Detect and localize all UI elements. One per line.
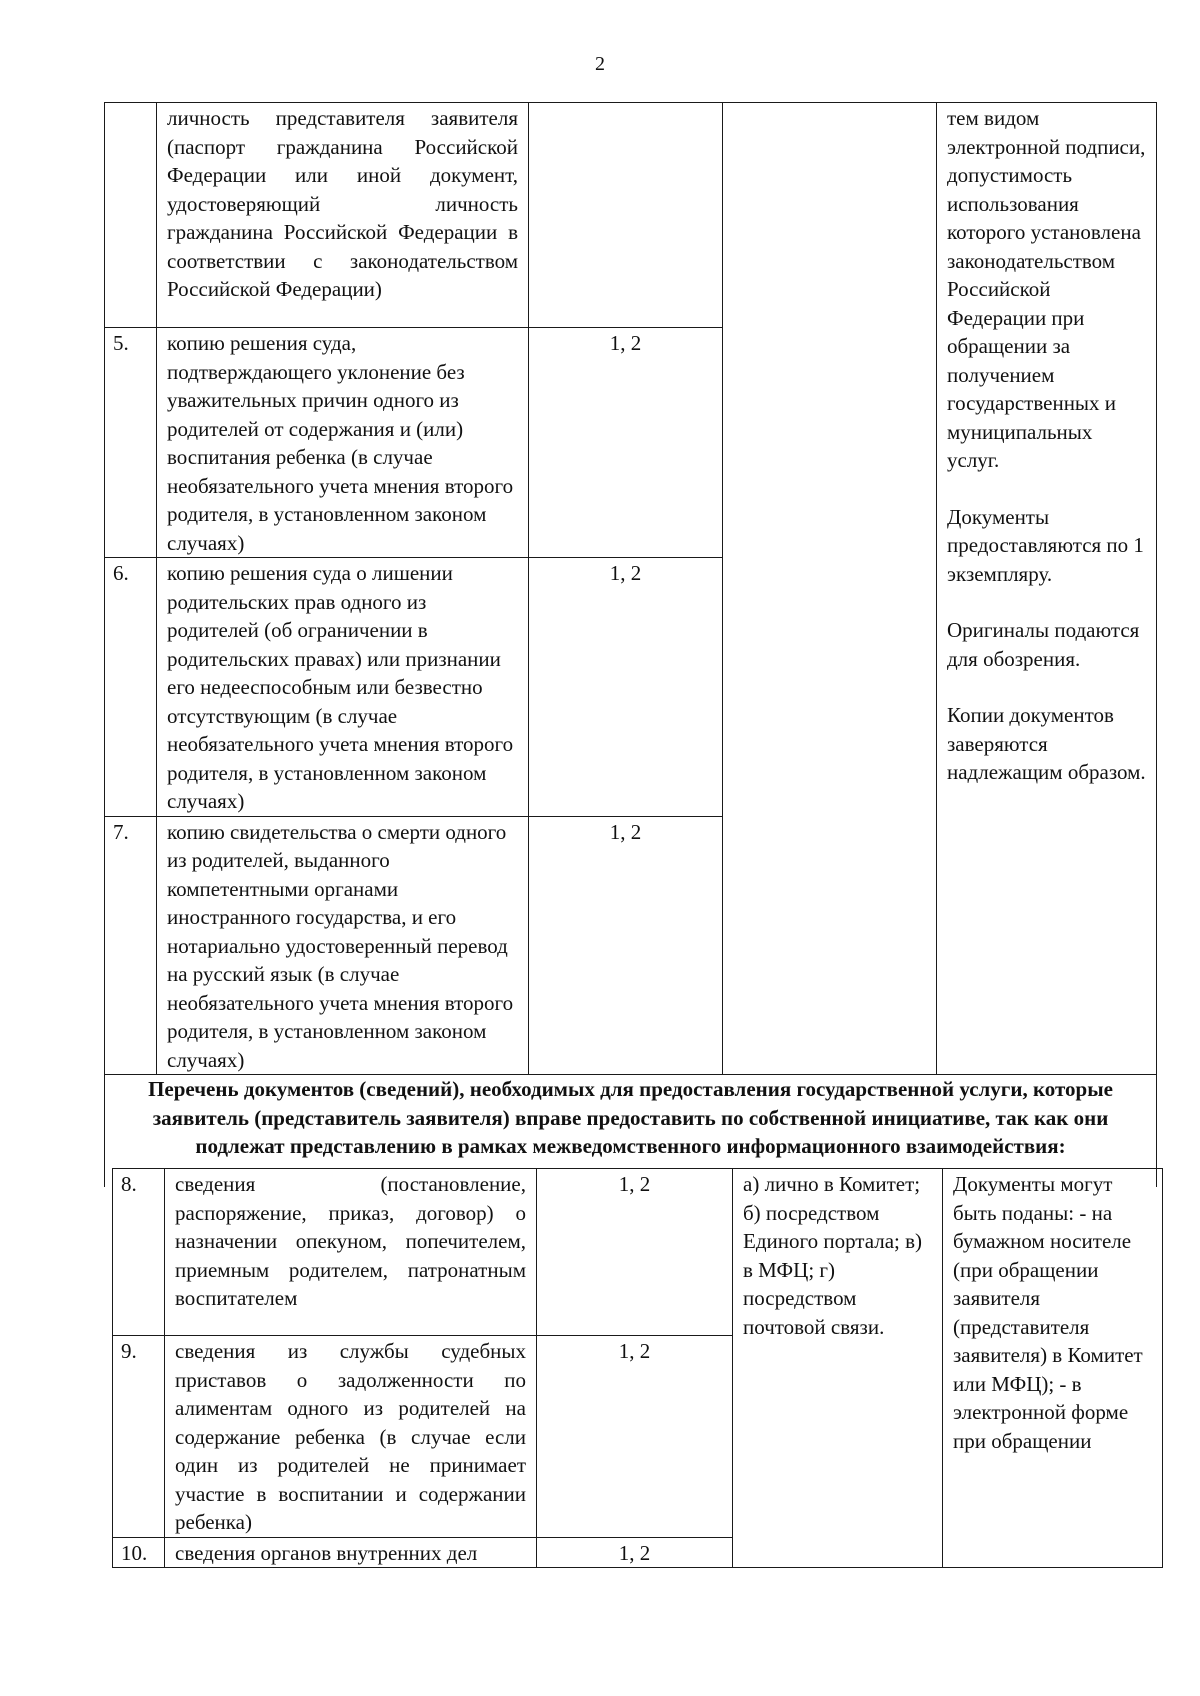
row-number: 8. bbox=[113, 1169, 165, 1336]
document-name: сведения (постановление, распоряжение, приказ, договор) о назначении опекуном, попечителем, приемным родителем, патронатным воспитателем bbox=[165, 1169, 537, 1336]
copies-count: 1, 2 bbox=[529, 816, 723, 1075]
documents-table-bottom bbox=[112, 1168, 1163, 1568]
document-name: копию решения суда, подтверждающего уклонение без уважительных причин одного из родителей от содержания и (или) воспитания ребенка (в случае необязательного учета мнения второго родителя, в установленном законом случаях) bbox=[157, 328, 529, 558]
page-number: 2 bbox=[595, 53, 605, 75]
table-row bbox=[105, 103, 1157, 328]
documents-table-top bbox=[104, 102, 1157, 1187]
copies-count: 1, 2 bbox=[529, 328, 723, 558]
document-name: сведения органов внутренних дел bbox=[165, 1537, 537, 1568]
copies-count: 1, 2 bbox=[529, 558, 723, 817]
row-number: 9. bbox=[113, 1336, 165, 1538]
copies-count: 1, 2 bbox=[537, 1336, 733, 1538]
row-number: 5. bbox=[105, 328, 157, 558]
notes-paragraph: Оригиналы подаются для обозрения. bbox=[947, 618, 1140, 671]
notes-paragraph: Документы предоставляются по 1 экземпляру. bbox=[947, 504, 1144, 586]
table-row bbox=[113, 1169, 1163, 1336]
copies-count bbox=[529, 103, 723, 328]
submission-methods-cell bbox=[723, 103, 937, 1075]
notes-cell: Документы могут быть поданы: - на бумажном носителе (при обращении заявителя (представителя заявителя) в Комитет или МФЦ); - в электронной форме при обращении bbox=[943, 1169, 1163, 1568]
document-name: сведения из службы судебных приставов о задолженности по алиментам одного из родителей на содержание ребенка (в случае если один из родителей не принимает участие в воспитании и содержании ребенка) bbox=[165, 1336, 537, 1538]
section-header: Перечень документов (сведений), необходимых для предоставления государственной услуги, которые заявитель (представитель заявителя) вправе предоставить по собственной инициативе, так как они подлежат представлению в рамках межведомственного информационного взаимодействия: bbox=[105, 1075, 1157, 1187]
copies-count: 1, 2 bbox=[537, 1169, 733, 1336]
document-name: копию решения суда о лишении родительских прав одного из родителей (об ограничении в родительских правах) или признании его недееспособным или безвестно отсутствующим (в случае необязательного учета мнения второго родителя, в установленном законом случаях) bbox=[157, 558, 529, 817]
submission-methods: а) лично в Комитет; б) посредством Единого портала; в) в МФЦ; г) посредством почтовой связи. bbox=[733, 1169, 943, 1568]
row-number bbox=[105, 103, 157, 328]
document-name: личность представителя заявителя (паспорт гражданина Российской Федерации или иной документ, удостоверяющий личность гражданина Российской Федерации в соответствии с законодательством Российской Федерации) bbox=[157, 103, 529, 328]
row-number: 7. bbox=[105, 816, 157, 1075]
notes-paragraph: Копии документов заверяются надлежащим образом. bbox=[947, 703, 1146, 784]
document-name: копию свидетельства о смерти одного из родителей, выданного компетентными органами иностранного государства, и его нотариально удостоверенный перевод на русский язык (в случае необязательного учета мнения второго родителя, в установленном законом случаях) bbox=[157, 816, 529, 1075]
row-number: 6. bbox=[105, 558, 157, 817]
copies-count: 1, 2 bbox=[537, 1537, 733, 1568]
row-number: 10. bbox=[113, 1537, 165, 1568]
notes-cell bbox=[937, 103, 1157, 1075]
notes-paragraph: тем видом электронной подписи, допустимость использования которого установлена законодательством Российской Федерации при обращении за получением государственных и муниципальных услуг. bbox=[947, 106, 1146, 472]
